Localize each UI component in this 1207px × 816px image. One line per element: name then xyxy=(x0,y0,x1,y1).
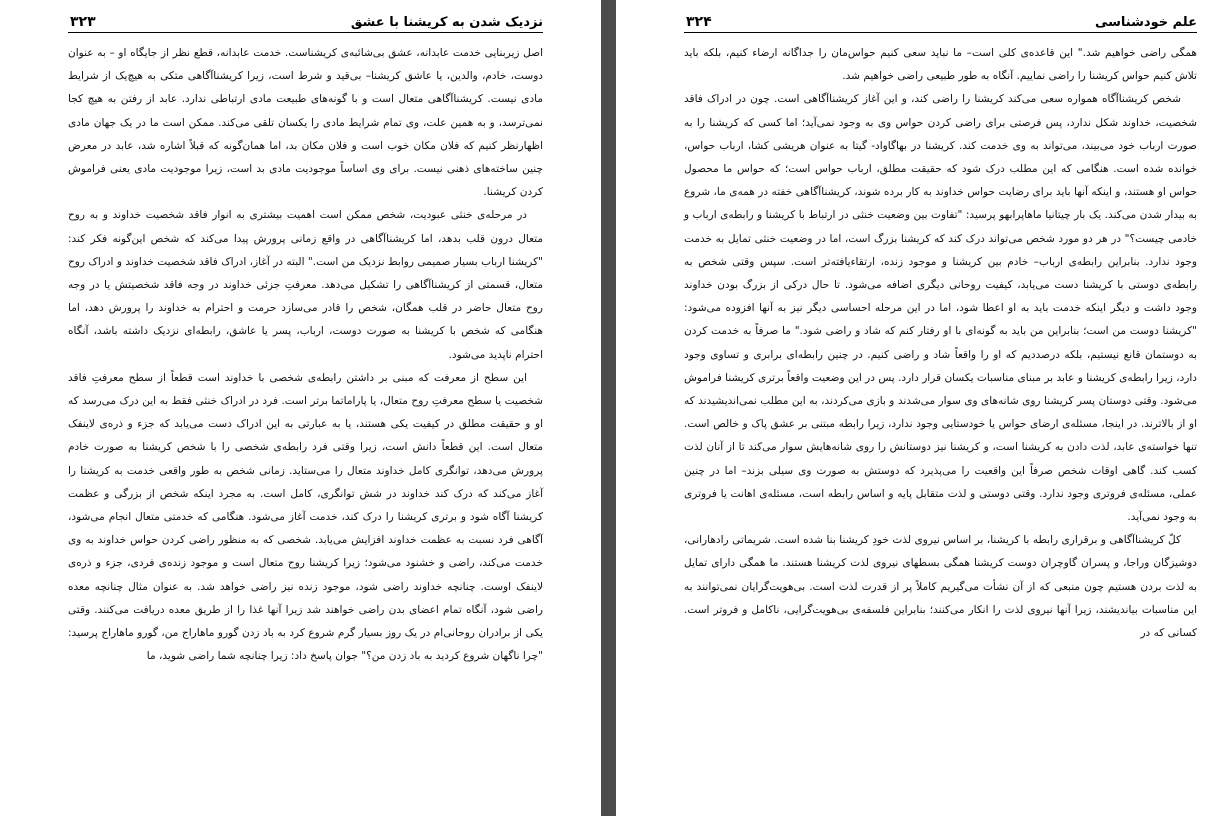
paragraph: این سطح از معرفت که مبنی بر داشتن رابطه‌ی شخصی با خداوند است قطعاً از سطح معرفتِ فاقد شخصیت یا سطح معرفتِ روح متعال، یا پاراماتما برتر است. فرد در ادراک خنثی فقط به این درک می‌رسد که او و حقیقت مطلق در کیفیت یکی هستند، یا به عبارتی به این ادراک دست می‌یابد که جزء و ذره‌ی لاینفک متعال است. این قطعاً دانش است، زیرا وقتی فرد رابطه‌ی شخصی را با شخص کریشنا به صورت خادم پرورش می‌دهد، توانگری کامل خداوند متعال را می‌ستاید. زمانی شخص به طور واقعی خدمت به کریشنا را آغاز می‌کند که درک کند خداوند در شش توانگری، کامل است. به مجرد اینکه شخص از بزرگی و عظمت کریشنا آگاه شود و برتری کریشنا را درک کند، خدمت آغاز می‌شود. هنگامی که خدمتی متعال انجام می‌شود، آگاهی فرد نسبت به عظمت خداوند افزایش می‌یابد. شخصی که به منظور راضی کردن حواس خداوند به وی خدمت می‌کند، راضی و خشنود می‌شود؛ زیرا کریشنا روح متعال است و موجود زنده‌ی فردی، جزء و ذره‌ی لاینفک اوست. چنانچه خداوند راضی شود، موجود زنده نیز راضی خواهد شد. به عنوان مثال چنانچه معده راضی شود، آنگاه تمام اعضای بدن راضی خواهند شد زیرا آنها غذا را از طریق معده دریافت می‌کنند. وقتی یکی از برادران روحانی‌ام در یک روز بسیار گرم شروع کرد به باد زدن گورو ماهاراج من، گورو ماهاراج پرسید: "چرا ناگهان شروع کردید به باد زدن من؟" جوان پاسخ داد: زیرا چنانچه شما راضی شوید، ما xyxy=(68,371,543,663)
right-page xyxy=(616,0,1207,816)
left-page-number: ۳۲۳ xyxy=(70,14,96,30)
paragraph: همگی راضی خواهیم شد." این قاعده‌ی کلی است– ما نباید سعی کنیم حواس‌مان را جداگانه ارضاء کنیم، بلکه باید تلاش کنیم حواس کریشنا را راضی نماییم. آنگاه به طور طبیعی راضی خواهیم شد. xyxy=(684,47,1197,83)
paragraph: کلّ کریشناآگاهی و برقراری رابطه با کریشنا، بر اساس نیروی لذت خودِ کریشنا بنا شده است. شریماتی رادهارانی، دوشیزگان وراجا، و پسران گاوچران دوست کریشنا همگی بسطهای نیروی لذت کریشنا هستند. ما همگی دارای تمایل به لذت بردن هستیم چون منبعی که از آن نشأت می‌گیریم کاملاً پر از قدرت لذت است. بی‌هویت‌گرایان نمی‌توانند به این مناسبات بیاندیشند، زیرا آنها نیروی لذت را انکار می‌کنند؛ بنابراین فلسفه‌ی بی‌هویت‌گرایی، ناکامل و فروتر است. کسانی که در xyxy=(684,534,1197,640)
paragraph: شخص کریشناآگاه همواره سعی می‌کند کریشنا را راضی کند، و این آغاز کریشناآگاهی است. چون در ادراک فاقد شخصیت، خداوند شکل ندارد، پس فرصتی برای راضی کردن حواس وی به وجود نمی‌آید؛ اما کسی که کریشنا را به صورت ارباب خود می‌بیند، می‌تواند به وی خدمت کند. کریشنا در بهاگاواد- گیتا به عنوان هریشی کشا، ارباب حواس، خوانده شده است. هنگامی که این مطلب درک شود که حقیقت مطلق، ارباب حواس است؛ که حواس ما محصول حواس او هستند، و اینکه آنها باید برای رضایت حواس خداوند به کار برده شوند، کریشناآگاهی خفته در همه‌ی ما، شروع به بیدار شدن می‌کند. یک بار چیتانیا ماهاپرابهو پرسید: "تفاوت بین وضعیت خنثی در ارتباط با کریشنا و رابطه‌ی ارباب و خادمی چیست؟" در هر دو مورد شخص می‌تواند درک کند که کریشنا بزرگ است، اما در وضعیت خنثی تمایل به خدمت وجود ندارد. بنابراین رابطه‌ی ارباب– خادم بین کریشنا و موجود زنده، ارتقاءیافته‌تر است. سپس وقتی شخص به رابطه‌ی دوستی با کریشنا دست می‌یابد، کیفیت روحانی دیگری اضافه می‌شود. تا حال درکی از بزرگ بودن خداوند وجود داشت و دیگر اینکه خدمت باید به او اعطا شود، اما در این مرحله احساسی دیگر نیز به آنها افزوده می‌شود: "کریشنا دوست من است؛ بنابراین من باید به گونه‌ای با او رفتار کنم که شاد و راضی شود." ما صرفاً به خدمت کردن به دوستمان قانع نیستیم، بلکه درصددیم که او را واقعاً شاد و راضی کنیم. در چنین رابطه‌ای برابری و تساوی وجود دارد، زیرا رابطه‌ی کریشنا و عابد بر مبنای مناسبات یکسان قرار دارد. پس در این وضعیت واقعاً برتری کریشنا فراموش می‌شود. وقتی دوستان پسر کریشنا روی شانه‌های وی سوار می‌شدند و بازی می‌کردند، به این مطلب نمی‌اندیشیدند که او از بالاترند. در اینجا، مسئله‌ی ارضای حواس یا خودستایی وجود ندارد، زیرا رابطه مبتنی بر عشق پاک و خالص است. تنها خواسته‌ی عابد، لذت دادن به کریشنا است، و کریشنا نیز دوستانش را روی شانه‌هایش سوار می‌کند تا از آنان لذت کسب کند. گاهی اوقات شخص صرفاً این واقعیت را می‌پذیرد که دوستش به صورت وی سیلی بزند– اما در چنین عملی، مسئله‌ی فروتری وجود ندارد. وقتی دوستی و لذت متقابل پایه و اساس رابطه است، مسئله‌ی اهانت یا فروتری به وجود نمی‌آید. xyxy=(684,93,1197,524)
left-page-header xyxy=(68,8,543,33)
left-page-body xyxy=(68,42,543,668)
paragraph: اصل زیربنایی خدمت عابدانه، عشق بی‌شائبه‌ی کریشناست. خدمت عابدانه، قطع نظر از جایگاه او – به عنوان دوست، خادم، والدین، یا عاشق کریشنا– بی‌قید و شرط است، زیرا کریشناآگاهی متکی به هیچ‌یک از شرایط مادی نیست. کریشناآگاهی متعال است و با گونه‌های طبیعت مادی ارتباطی ندارد. عابد از رفتن به هیچ کجا نمی‌ترسد، و به همین علت، وی تمام شرایط مادی را یکسان تلقی می‌کند. ممکن است ما در یک جهان مادی اظهارنظر کنیم که فلان مکان خوب است و فلان مکان بد، اما همان‌گونه که قبلاً اشاره شد، عابد در معرض چنین ساخته‌های ذهنی نیست. برای وی اساساً موجودیت مادی بد است، زیرا موجودیت مادی یعنی فراموش کردن کریشنا. xyxy=(68,47,543,199)
right-page-header xyxy=(684,8,1197,33)
paragraph: در مرحله‌ی خنثی عبودیت، شخص ممکن است اهمیت بیشتری به انوار فاقد شخصیت خداوند و به روح متعال درون قلب بدهد، اما کریشناآگاهی در واقع زمانی پرورش پیدا می‌کند که شخص این‌گونه فکر کند: "کریشنا ارباب بسیار صمیمی روابط نزدیک من است." البته در آغاز، ادراک فاقد شخصیت خداوند و ادراک روح متعال، قسمتی از کریشناآگاهی را تشکیل می‌دهد. معرفتِ جزئی خداوند در وجه فاقد شخصیتش یا در وجه روح متعال حاضر در قلب همگان، شخص را قادر می‌سازد حرمت و احترام به خداوند را پرورش دهد، اما هنگامی که شخص با کریشنا به صورت دوست، ارباب، پسر یا عاشق، رابطه‌ای نزدیک داشته باشد، آنگاه احترام ناپدید می‌شود. xyxy=(68,209,543,361)
left-page xyxy=(0,0,601,816)
right-page-number: ۳۲۴ xyxy=(686,14,712,30)
left-running-title: نزدیک شدن به کریشنا با عشق xyxy=(350,15,543,30)
right-page-body xyxy=(684,42,1197,645)
right-running-title: علم خودشناسی xyxy=(1094,15,1197,30)
